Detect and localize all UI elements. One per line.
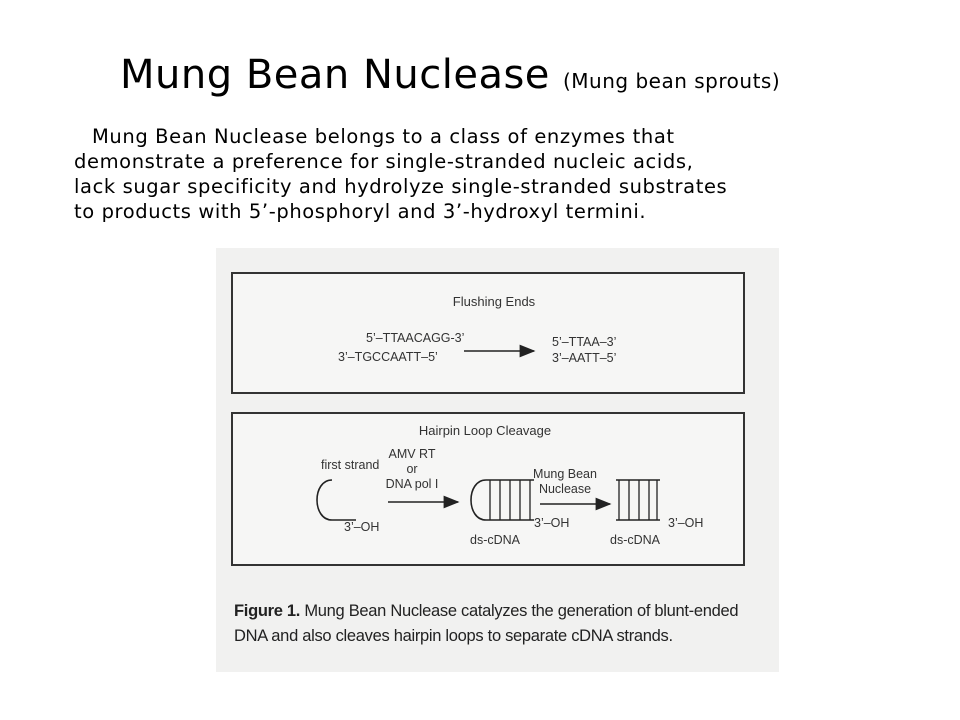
figure-1: [216, 248, 779, 672]
enzyme1-line1: AMV RT: [388, 447, 436, 461]
title-main: Mung Bean Nuclease: [120, 52, 550, 98]
panel1-input-bottom: 3’–TGCCAATT–5’: [338, 350, 438, 364]
enzyme2-line2: Nuclease: [538, 482, 592, 496]
body-line: demonstrate a preference for single-stranded nucleic acids,: [74, 150, 694, 173]
panel1-output-top: 5’–TTAA–3’: [552, 335, 617, 349]
body-line: to products with 5’-phosphoryl and 3’-hydroxyl termini.: [74, 200, 647, 223]
first-strand-label: first strand: [321, 458, 380, 472]
panel1-output-bottom: 3’–AATT–5’: [552, 351, 617, 365]
body-line: lack sugar specificity and hydrolyze single-stranded substrates: [74, 175, 728, 198]
figure-caption: [234, 599, 774, 649]
caption-text: Mung Bean Nuclease catalyzes the generation of blunt-ended DNA and also cleaves hairpin loops to separate cDNA strands.: [234, 602, 739, 645]
ds-cdna-label-1: ds-cDNA: [470, 533, 521, 547]
caption-label: Figure 1.: [234, 602, 301, 620]
body-paragraph: [74, 124, 904, 224]
panel-flushing-ends: [232, 273, 744, 393]
enzyme2-line1: Mung Bean: [533, 467, 597, 481]
oh-label-1: 3’–OH: [344, 520, 380, 534]
enzyme1-line2: or: [406, 462, 418, 476]
oh-label-2: 3’–OH: [534, 516, 570, 530]
enzyme1-line3: DNA pol I: [385, 477, 439, 491]
title-subtitle: (Mung bean sprouts): [563, 69, 781, 93]
ds-cdna-label-2: ds-cDNA: [610, 533, 661, 547]
panel1-input-top: 5’–TTAACAGG-3’: [366, 331, 465, 345]
body-line: Mung Bean Nuclease belongs to a class of enzymes that: [92, 125, 675, 148]
panel1-title: Flushing Ends: [452, 294, 536, 309]
oh-label-3: 3’–OH: [668, 516, 704, 530]
panel2-title: Hairpin Loop Cleavage: [418, 423, 552, 438]
slide-title: [120, 52, 780, 98]
